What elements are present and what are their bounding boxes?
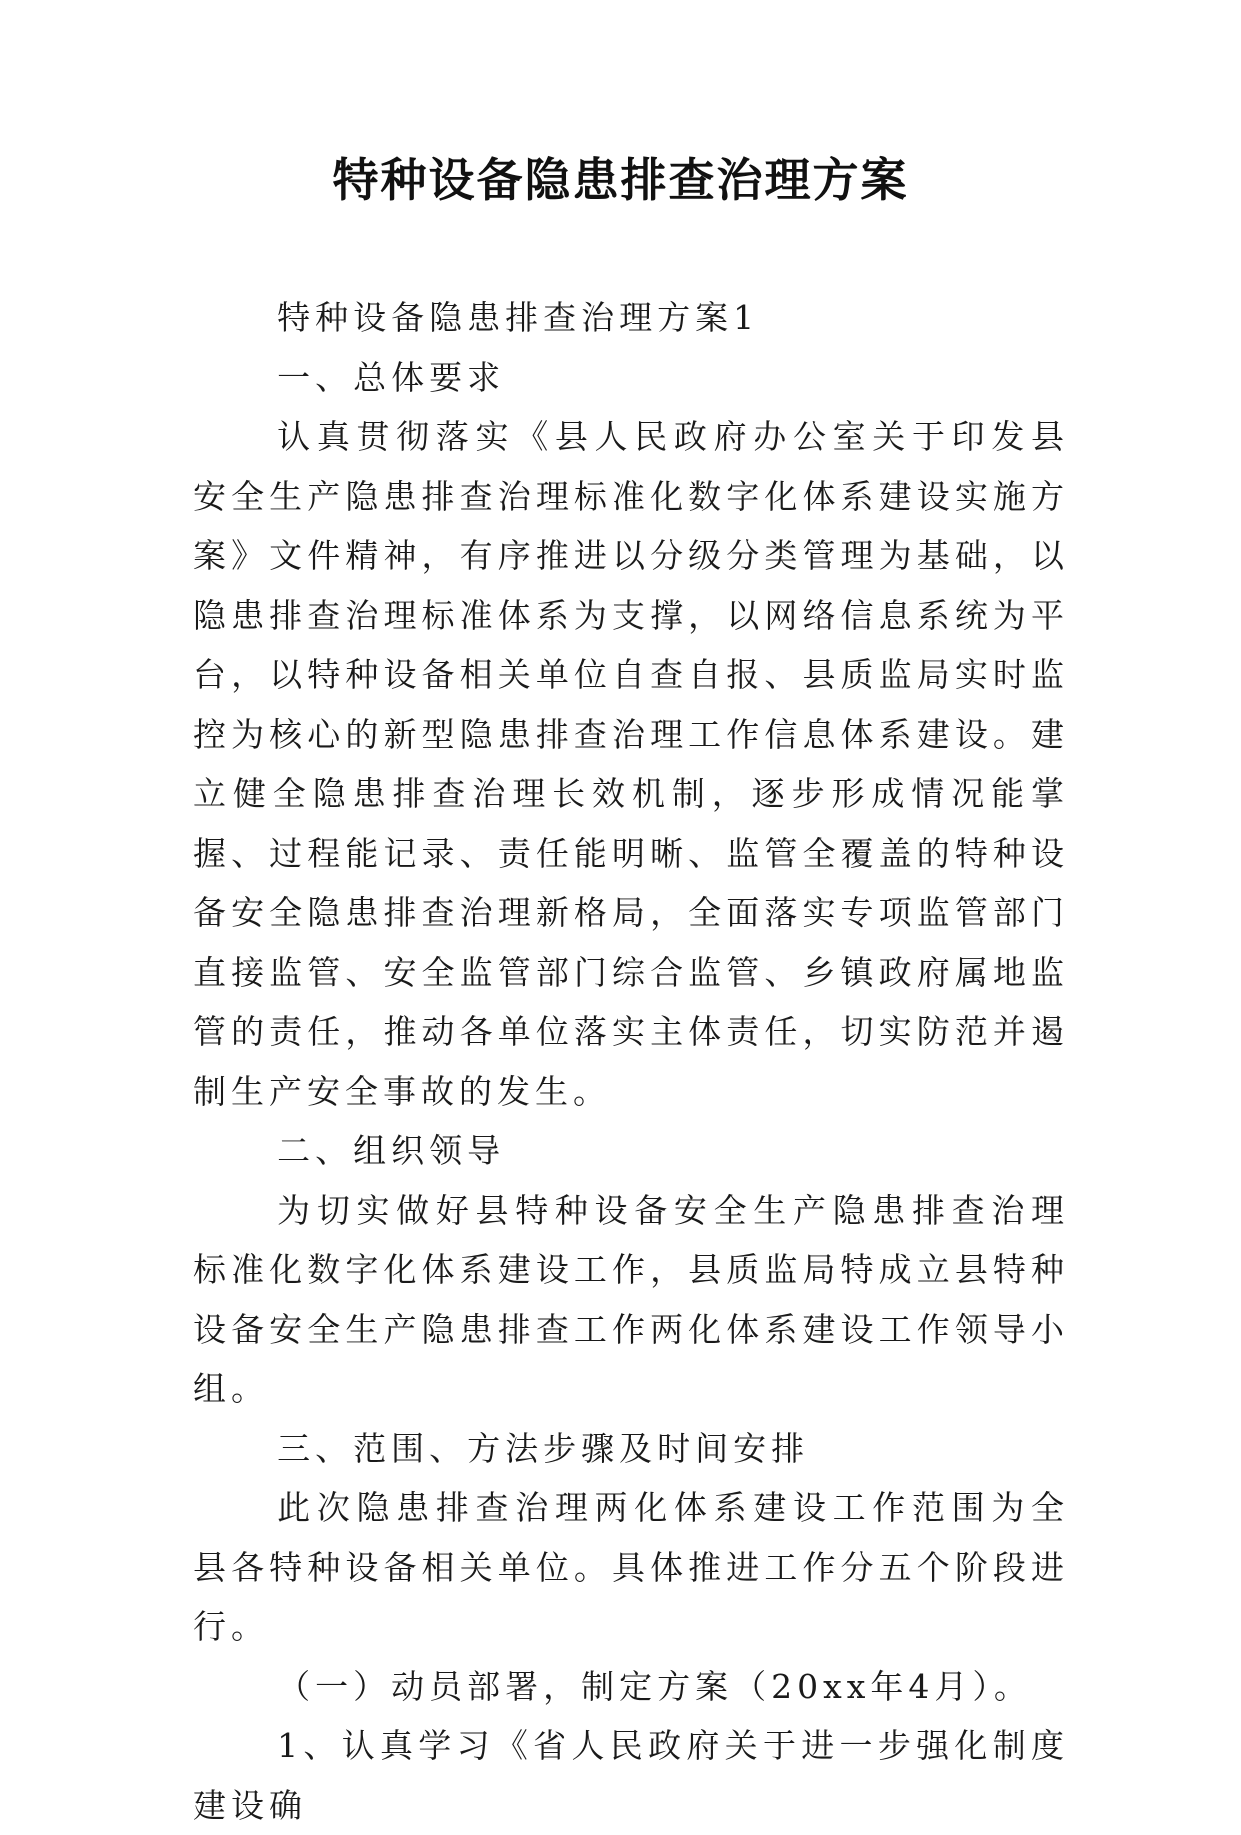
paragraph-scope: 此次隐患排查治理两化体系建设工作范围为全县各特种设备相关单位。具体推进工作分五个阶段进行。	[193, 1488, 1069, 1646]
heading-general-requirements: 一、总体要求	[277, 357, 506, 397]
document-title: 特种设备隐患排查治理方案	[332, 153, 909, 207]
subheading-mobilization: （一）动员部署，制定方案（20xx年4月）。	[277, 1666, 1032, 1706]
heading-scope-steps-schedule: 三、范围、方法步骤及时间安排	[277, 1428, 810, 1468]
paragraph-general-requirements: 认真贯彻落实《县人民政府办公室关于印发县安全生产隐患排查治理标准化数字化体系建设实施方案》文件精神，有序推进以分级分类管理为基础，以隐患排查治理标准体系为支撑，以网络信息系统为平台，以特种设备相关单位自查自报、县质监局实时监控为核心的新型隐患排查治理工作信息体系建设。建立健全隐患排查治理长效机制，逐步形成情况能掌握、过程能记录、责任能明晰、监管全覆盖的特种设备安全隐患排查治理新格局，全面落实专项监管部门直接监管、安全监管部门综合监管、乡镇政府属地监管的责任，推动各单位落实主体责任，切实防范并遏制生产安全事故的发生。	[193, 417, 1069, 1111]
heading-organization-leadership: 二、组织领导	[277, 1131, 506, 1170]
paragraph-organization-leadership: 为切实做好县特种设备安全生产隐患排查治理标准化数字化体系建设工作，县质监局特成立县特种设备安全生产隐患排查工作两化体系建设工作领导小组。	[193, 1190, 1069, 1408]
list-item-1: 1、认真学习《省人民政府关于进一步强化制度建设确	[193, 1726, 1069, 1825]
document-body	[193, 288, 1069, 1835]
section-subtitle: 特种设备隐患排查治理方案1	[277, 298, 760, 337]
